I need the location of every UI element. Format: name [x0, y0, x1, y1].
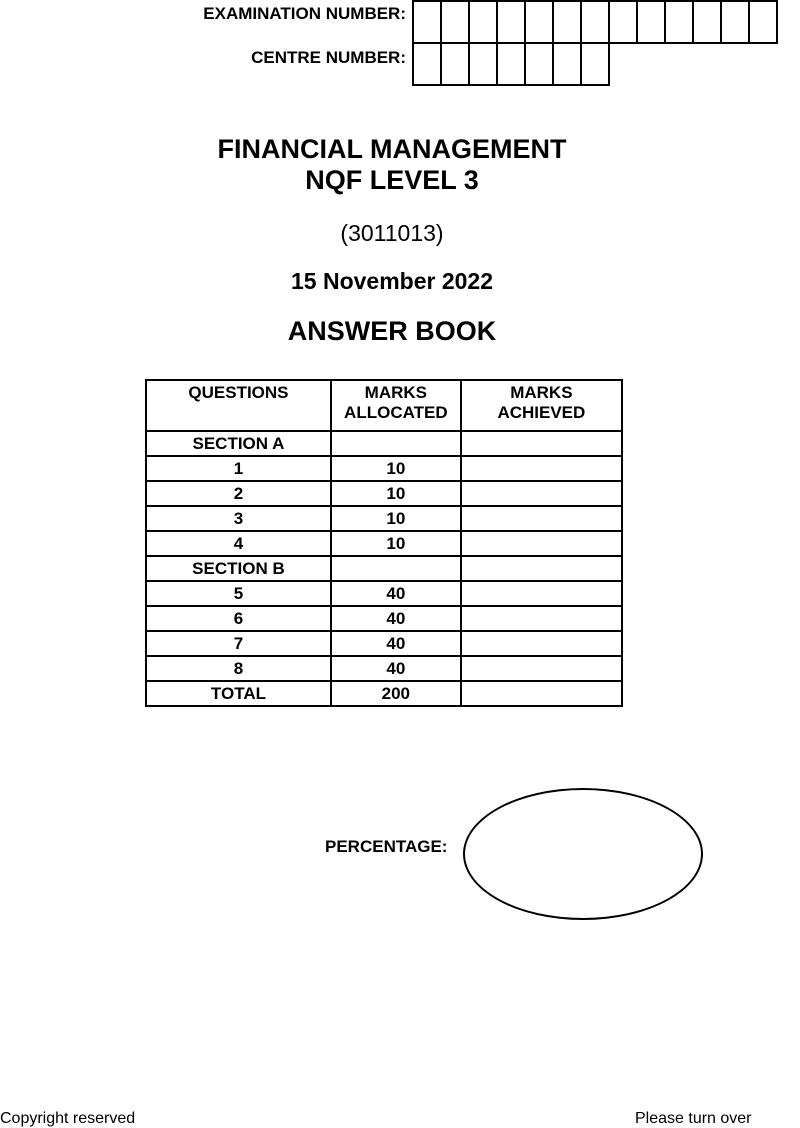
digit-box[interactable]	[468, 0, 498, 44]
header-marks-achieved-text: MARKS ACHIEVED	[497, 383, 586, 422]
marks-allocated-cell: 40	[331, 631, 461, 656]
marks-allocated-cell	[331, 431, 461, 456]
marks-achieved-cell[interactable]	[461, 606, 622, 631]
question-cell: 2	[146, 481, 331, 506]
marks-allocated-cell: 40	[331, 581, 461, 606]
table-row	[146, 456, 622, 481]
marks-table-header	[146, 380, 622, 431]
marks-allocated-cell: 40	[331, 606, 461, 631]
digit-box[interactable]	[692, 0, 722, 44]
exam-date: 15 November 2022	[290, 268, 493, 294]
digit-box[interactable]	[468, 42, 498, 86]
header-marks-achieved	[461, 380, 622, 431]
digit-box[interactable]	[552, 0, 582, 44]
digit-box[interactable]	[608, 0, 638, 44]
subject-title-line2: NQF LEVEL 3	[305, 165, 479, 195]
question-cell: SECTION A	[146, 431, 331, 456]
marks-achieved-cell[interactable]	[461, 681, 622, 706]
table-row	[146, 631, 622, 656]
subject-title-line1: FINANCIAL MANAGEMENT	[217, 134, 567, 164]
marks-allocated-cell: 40	[331, 656, 461, 681]
digit-box[interactable]	[412, 0, 442, 44]
marks-allocated-cell: 10	[331, 531, 461, 556]
table-row	[146, 431, 622, 456]
footer-turn-over: Please turn over	[635, 1110, 752, 1127]
marks-allocated-cell: 10	[331, 481, 461, 506]
table-row	[146, 531, 622, 556]
digit-box[interactable]	[440, 42, 470, 86]
marks-achieved-cell[interactable]	[461, 431, 622, 456]
table-row	[146, 606, 622, 631]
digit-box[interactable]	[496, 42, 526, 86]
digit-box[interactable]	[664, 0, 694, 44]
percentage-label: PERCENTAGE:	[325, 837, 448, 856]
marks-achieved-cell[interactable]	[461, 531, 622, 556]
digit-box[interactable]	[720, 0, 750, 44]
digit-box[interactable]	[636, 0, 666, 44]
header-marks-allocated-text: MARKS ALLOCATED	[344, 383, 448, 422]
footer-copyright: Copyright reserved	[0, 1110, 136, 1127]
table-row	[146, 556, 622, 581]
marks-achieved-cell[interactable]	[461, 456, 622, 481]
question-cell: 5	[146, 581, 331, 606]
examination-number-boxes[interactable]	[412, 0, 778, 44]
table-row	[146, 656, 622, 681]
question-cell: 3	[146, 506, 331, 531]
table-row	[146, 581, 622, 606]
table-row	[146, 506, 622, 531]
digit-box[interactable]	[580, 42, 610, 86]
digit-box[interactable]	[580, 0, 610, 44]
answer-book-title: ANSWER BOOK	[287, 316, 497, 346]
question-cell: TOTAL	[146, 681, 331, 706]
question-cell: 7	[146, 631, 331, 656]
subject-title	[0, 134, 784, 196]
marks-achieved-cell[interactable]	[461, 656, 622, 681]
marks-allocated-cell: 200	[331, 681, 461, 706]
question-cell: 6	[146, 606, 331, 631]
table-row	[146, 681, 622, 706]
marks-allocated-cell: 10	[331, 506, 461, 531]
marks-allocated-cell	[331, 556, 461, 581]
digit-box[interactable]	[496, 0, 526, 44]
percentage-field[interactable]	[463, 788, 703, 920]
question-cell: 1	[146, 456, 331, 481]
marks-achieved-cell[interactable]	[461, 581, 622, 606]
centre-number-boxes[interactable]	[412, 42, 610, 86]
digit-box[interactable]	[440, 0, 470, 44]
centre-number-label: CENTRE NUMBER:	[251, 48, 406, 67]
marks-achieved-cell[interactable]	[461, 556, 622, 581]
marks-achieved-cell[interactable]	[461, 481, 622, 506]
digit-box[interactable]	[412, 42, 442, 86]
digit-box[interactable]	[748, 0, 778, 44]
table-row	[146, 481, 622, 506]
digit-box[interactable]	[524, 42, 554, 86]
question-cell: 4	[146, 531, 331, 556]
digit-box[interactable]	[552, 42, 582, 86]
question-cell: SECTION B	[146, 556, 331, 581]
header-marks-allocated	[331, 380, 461, 431]
marks-achieved-cell[interactable]	[461, 506, 622, 531]
marks-allocated-cell: 10	[331, 456, 461, 481]
question-cell: 8	[146, 656, 331, 681]
marks-achieved-cell[interactable]	[461, 631, 622, 656]
examination-number-label: EXAMINATION NUMBER:	[203, 4, 406, 23]
digit-box[interactable]	[524, 0, 554, 44]
header-questions: QUESTIONS	[146, 380, 331, 431]
subject-code: (3011013)	[340, 220, 444, 246]
marks-table	[145, 379, 623, 707]
